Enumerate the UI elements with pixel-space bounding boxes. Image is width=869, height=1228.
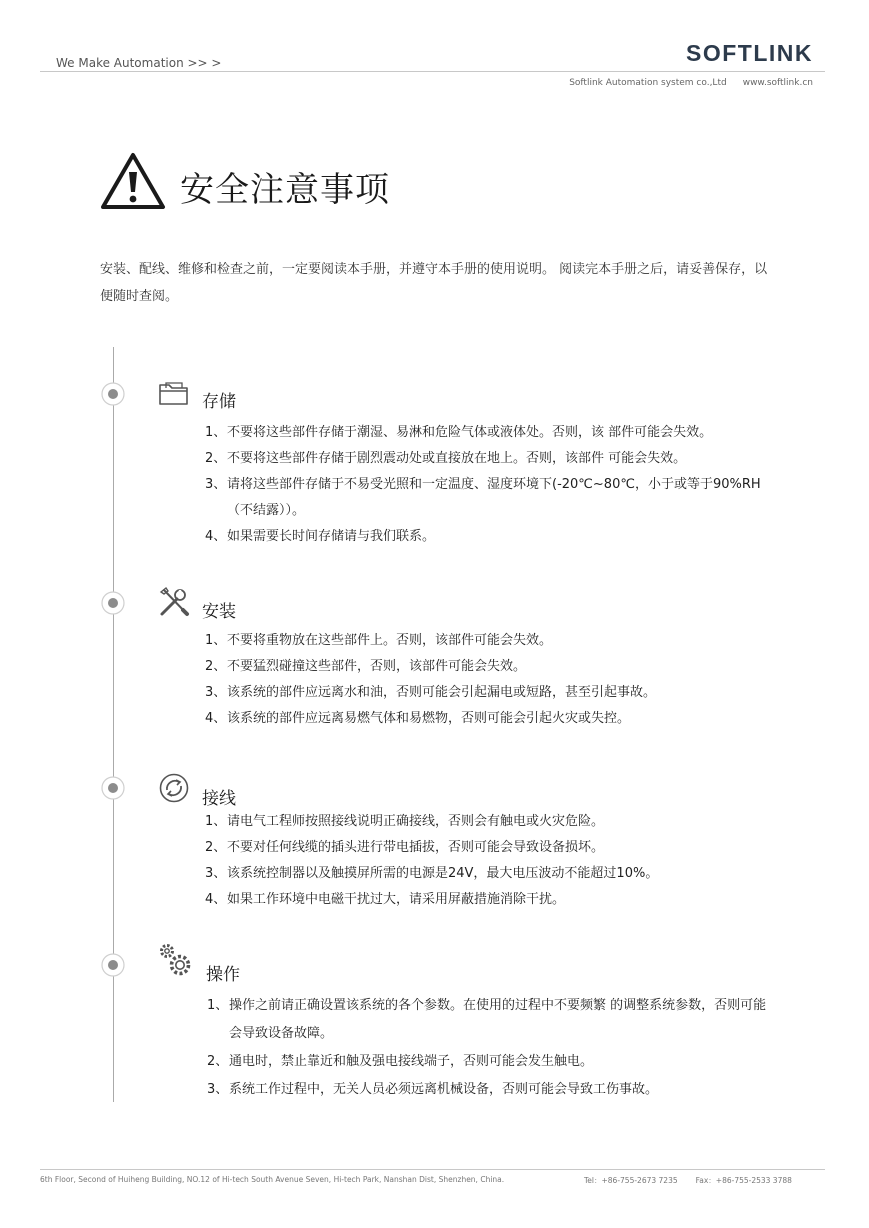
gears-icon bbox=[158, 942, 194, 978]
item-text: 如果工作环境中电磁干扰过大，请采用屏蔽措施消除干扰。 bbox=[227, 892, 566, 907]
item-text: 通电时，禁止靠近和触及强电接线端子，否则可能会发生触电。 bbox=[229, 1054, 594, 1069]
header-tagline: We Make Automation >> > bbox=[56, 56, 222, 70]
item-text: 如果需要长时间存储请与我们联系。 bbox=[227, 529, 436, 544]
tools-icon bbox=[158, 586, 190, 618]
list-item bbox=[207, 1076, 769, 1104]
wiring-list bbox=[205, 809, 767, 913]
company-website: www.softlink.cn bbox=[742, 78, 813, 88]
item-number: 4、 bbox=[205, 892, 227, 907]
list-item bbox=[205, 446, 767, 472]
list-item bbox=[205, 680, 767, 706]
item-text: 不要猛烈碰撞这些部件，否则，该部件可能会失效。 bbox=[227, 659, 527, 674]
company-name: Softlink Automation system co.,Ltd bbox=[569, 78, 727, 88]
item-number: 1、 bbox=[205, 633, 227, 648]
item-number: 3、 bbox=[207, 1082, 229, 1097]
item-number: 2、 bbox=[205, 840, 227, 855]
list-item bbox=[205, 809, 767, 835]
item-number: 1、 bbox=[207, 998, 229, 1013]
section-title-storage: 存储 bbox=[202, 392, 236, 412]
installation-list bbox=[205, 628, 767, 732]
item-number: 3、 bbox=[205, 866, 227, 881]
item-text: 系统工作过程中，无关人员必须远离机械设备，否则可能会导致工伤事故。 bbox=[229, 1082, 659, 1097]
item-text: 不要将这些部件存储于潮湿、易淋和危险气体或液体处。否则，该 部件可能会失效。 bbox=[227, 425, 713, 440]
item-number: 1、 bbox=[205, 814, 227, 829]
item-number: 4、 bbox=[205, 529, 227, 544]
list-item bbox=[205, 524, 767, 550]
list-item bbox=[205, 887, 767, 913]
warning-icon bbox=[100, 152, 166, 210]
footer-address: 6th Floor, Second of Huiheng Building, NO.12 of Hi-tech South Avenue Seven, Hi-tech Park, Nanshan Dist, Shenzhen, China. bbox=[40, 1175, 505, 1184]
timeline-line bbox=[113, 347, 114, 1102]
list-item bbox=[205, 706, 767, 732]
item-text: 操作之前请正确设置该系统的各个参数。在使用的过程中不要频繁 的调整系统参数，否则可能会导致设备故障。 bbox=[229, 998, 767, 1041]
list-item bbox=[205, 420, 767, 446]
page-title: 安全注意事项 bbox=[180, 170, 390, 210]
folder-icon bbox=[158, 377, 190, 409]
timeline-node bbox=[101, 776, 125, 800]
item-number: 2、 bbox=[207, 1054, 229, 1069]
footer-tel: Tel：+86-755-2673 7235 bbox=[584, 1176, 678, 1185]
section-title-operation: 操作 bbox=[206, 965, 240, 985]
item-text: 该系统的部件应远离水和油，否则可能会引起漏电或短路，甚至引起事故。 bbox=[227, 685, 657, 700]
item-number: 4、 bbox=[205, 711, 227, 726]
footer-divider bbox=[40, 1169, 825, 1170]
timeline-node bbox=[101, 953, 125, 977]
footer-contact bbox=[584, 1175, 792, 1186]
item-number: 2、 bbox=[205, 451, 227, 466]
list-item bbox=[205, 472, 767, 524]
list-item bbox=[205, 628, 767, 654]
item-text: 请将这些部件存储于不易受光照和一定温度、湿度环境下(-20℃~80℃，小于或等于90%RH（不结露））。 bbox=[227, 477, 761, 518]
footer-fax: Fax：+86-755-2533 3788 bbox=[695, 1176, 792, 1185]
item-number: 1、 bbox=[205, 425, 227, 440]
list-item bbox=[207, 992, 769, 1048]
list-item bbox=[205, 861, 767, 887]
item-number: 2、 bbox=[205, 659, 227, 674]
item-text: 不要将这些部件存储于剧烈震动处或直接放在地上。否则，该部件 可能会失效。 bbox=[227, 451, 687, 466]
list-item bbox=[205, 654, 767, 680]
operation-list bbox=[207, 992, 769, 1104]
item-text: 该系统的部件应远离易燃气体和易燃物，否则可能会引起火灾或失控。 bbox=[227, 711, 631, 726]
item-number: 3、 bbox=[205, 685, 227, 700]
section-title-wiring: 接线 bbox=[202, 789, 236, 809]
timeline-node bbox=[101, 591, 125, 615]
list-item bbox=[205, 835, 767, 861]
wiring-icon bbox=[158, 772, 190, 804]
header-divider bbox=[40, 71, 825, 72]
item-text: 不要对任何线缆的插头进行带电插拔，否则可能会导致设备损坏。 bbox=[227, 840, 605, 855]
section-title-installation: 安装 bbox=[202, 602, 236, 622]
company-info bbox=[569, 78, 813, 88]
timeline-node bbox=[101, 382, 125, 406]
item-text: 该系统控制器以及触摸屏所需的电源是24V，最大电压波动不能超过10%。 bbox=[227, 866, 659, 881]
item-text: 请电气工程师按照接线说明正确接线，否则会有触电或火灾危险。 bbox=[227, 814, 605, 829]
intro-paragraph: 安装、配线、维修和检查之前，一定要阅读本手册，并遵守本手册的使用说明。 阅读完本手册之后，请妥善保存，以便随时查阅。 bbox=[100, 262, 768, 304]
item-number: 3、 bbox=[205, 477, 227, 492]
list-item bbox=[207, 1048, 769, 1076]
company-logo: SOFTLINK bbox=[686, 40, 813, 66]
storage-list bbox=[205, 420, 767, 550]
item-text: 不要将重物放在这些部件上。否则，该部件可能会失效。 bbox=[227, 633, 553, 648]
